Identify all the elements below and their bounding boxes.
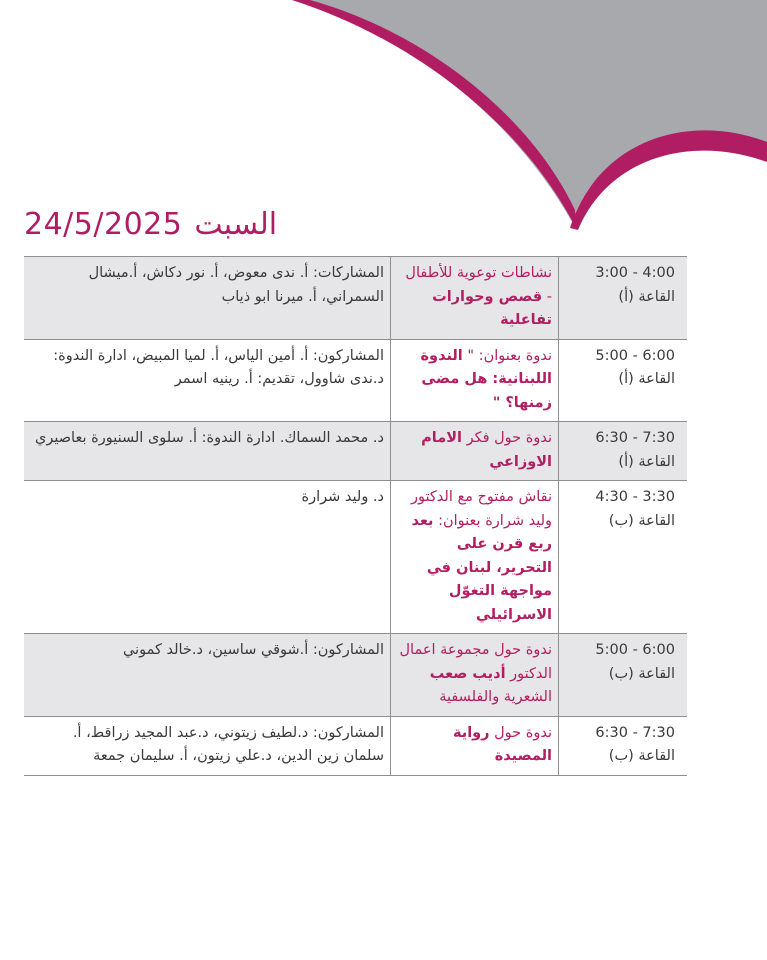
topic-cell [391, 257, 559, 340]
participants-cell [24, 481, 391, 634]
schedule-table [24, 256, 687, 776]
topic-cell [391, 339, 559, 422]
topic-highlight: قصص وحوارات تفاعلية [432, 288, 552, 328]
hall-label: القاعة (ب) [608, 748, 675, 764]
topic-cell [391, 481, 559, 634]
schedule-row [24, 422, 687, 481]
topic-highlight: الندوة اللبنانية: هل مضى زمنها؟ " [420, 347, 552, 411]
hall-label: القاعة (أ) [618, 453, 675, 470]
schedule-row [24, 339, 687, 422]
topic-lead: ندوة حول فكر [461, 430, 552, 446]
time-range: 3:00 - 4:00 [595, 265, 675, 281]
topic-cell [391, 422, 559, 481]
time-cell [559, 481, 688, 634]
participants-cell [24, 634, 391, 717]
participants-text: المشاركون: د.لطيف زيتوني، د.عبد المجيد زراقط، أ. سلمان زين الدين، د.علي زيتون، أ. سليمان جمعة [72, 724, 384, 764]
time-range: 5:00 - 6:00 [595, 347, 675, 364]
topic-lead: ندوة حول [489, 724, 552, 741]
time-cell [559, 716, 688, 775]
participants-cell [24, 339, 391, 422]
time-cell [559, 257, 688, 340]
topic-cell [391, 716, 559, 775]
title-date: 24/5/2025 [24, 207, 183, 242]
time-range: 6:30 - 7:30 [595, 430, 675, 446]
topic-lead: ندوة حول مجموعة اعمال الدكتور [399, 642, 552, 682]
topic-lead: نقاش مفتوح مع الدكتور وليد شرارة بعنوان: [411, 489, 552, 529]
participants-text: د. محمد السماك. ادارة الندوة: أ. سلوى السنيورة بعاصيري [35, 430, 384, 446]
time-range: 4:30 - 3:30 [595, 489, 675, 505]
title-day: السبت [194, 207, 278, 242]
topic-highlight: رواية المصيدة [452, 724, 552, 764]
schedule-body [24, 257, 687, 776]
topic-lead: ندوة بعنوان: " [462, 347, 552, 364]
hall-label: القاعة (أ) [618, 371, 675, 387]
time-range: 6:30 - 7:30 [595, 724, 675, 741]
hall-label: القاعة (أ) [618, 288, 675, 305]
participants-text: المشاركون: أ.شوقي ساسين، د.خالد كموني [122, 642, 384, 658]
participants-cell [24, 716, 391, 775]
schedule-row [24, 634, 687, 717]
time-cell [559, 339, 688, 422]
decorative-ribbon [0, 0, 767, 240]
hall-label: القاعة (ب) [608, 512, 675, 529]
time-cell [559, 422, 688, 481]
participants-cell [24, 422, 391, 481]
schedule-row [24, 481, 687, 634]
participants-text: المشاركات: أ. ندى معوض، أ. نور دكاش، أ.ميشال السمراني، أ. ميرنا ابو ذياب [88, 265, 384, 305]
participants-text: د. وليد شرارة [301, 489, 384, 505]
topic-tail: الشعرية والفلسفية [439, 689, 552, 705]
topic-cell [391, 634, 559, 717]
ribbon-gray-shape [292, 0, 767, 222]
topic-highlight: الامام الاوزاعي [421, 430, 552, 470]
schedule-row [24, 257, 687, 340]
time-range: 5:00 - 6:00 [595, 642, 675, 658]
time-cell [559, 634, 688, 717]
page-title [24, 207, 584, 242]
topic-highlight: بعد ربع قرن على التحرير، لبنان في مواجهة التغوّل الاسرائيلي [411, 512, 552, 623]
schedule-row [24, 716, 687, 775]
hall-label: القاعة (ب) [608, 665, 675, 682]
topic-highlight: أديب صعب [429, 665, 506, 682]
participants-cell [24, 257, 391, 340]
topic-lead: نشاطات توعوية للأطفال - [405, 265, 552, 305]
participants-text: المشاركون: أ. أمين الياس، أ. لميا المبيض، ادارة الندوة: د.ندى شاوول، تقديم: أ. رينيه اسمر [53, 347, 384, 387]
